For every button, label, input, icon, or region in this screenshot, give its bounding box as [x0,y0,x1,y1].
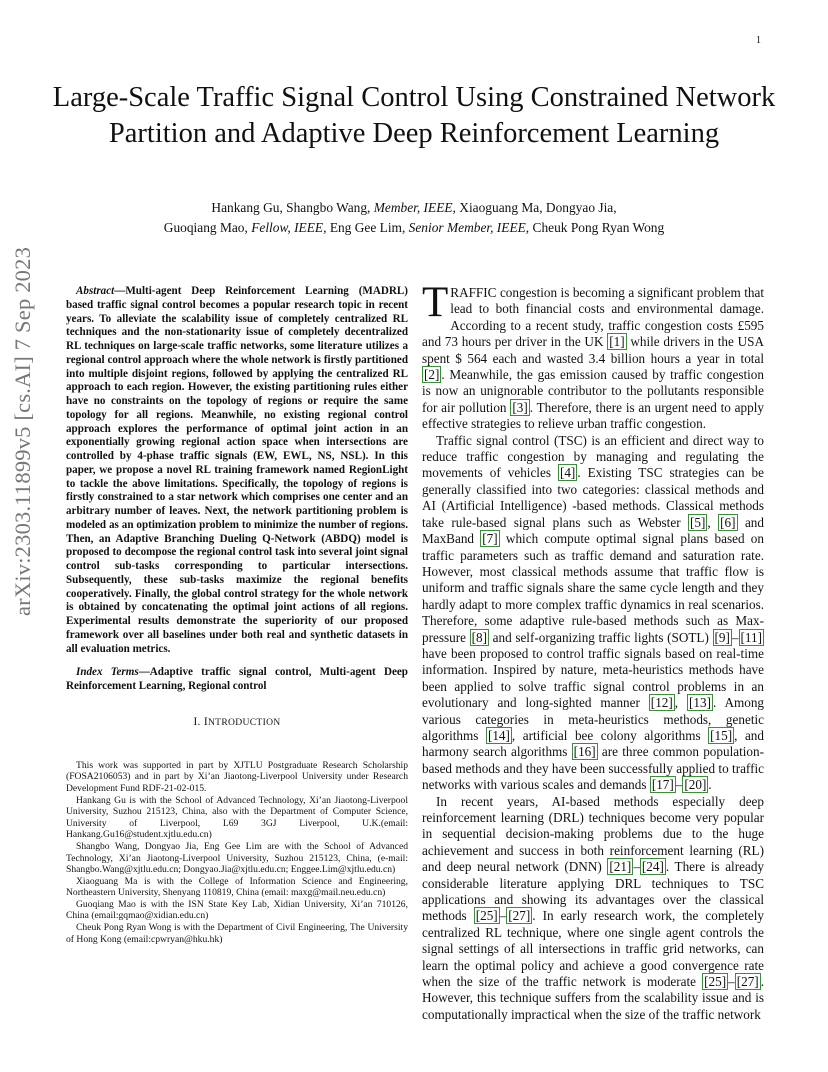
text-run: In recent years, AI-based methods especially deep reinforcement learning (DRL) techniques become very popular in sequential decision-making problems due to the huge achievement and success in both reinforcement learning (RL) and deep neural network (DNN) [422,793,764,875]
text-run: are three common population-based methods and they have been successfully applied to traffic networks with various scales and demands [422,744,764,793]
citation-link[interactable]: [11] [740,629,762,645]
text-run: . However, this technique suffers from the scalability issue and is computationally impractical when the size of the traffic network [422,974,764,1022]
text-run: . Existing TSC strategies can be generally classified into two categories: classical methods and AI (Artificial Intelligence) -based methods. Classical methods take rule-based signal plans such as Webster [422,465,764,530]
author-line-2 [40,218,788,238]
text-run: , and harmony search algorithms [422,727,764,760]
footnote: Hankang Gu is with the School of Advanced Technology, Xi’an Jiaotong-Liverpool University, Suzhou 215123, China, also with the Department of Computer Science, University of Liverpool, L69 3GJ Liverpool, U.K.(email: Hankang.Gu16@student.xjtlu.edu.cn) [66,794,408,841]
citation-link[interactable]: [20] [684,777,707,793]
text-run: . Meanwhile, the gas emission caused by traffic congestion is now an unignorable contributor to the pollutants responsible for air pollution [422,367,764,415]
footnote: Cheuk Pong Ryan Wong is with the Department of Civil Engineering, The University of Hong Kong (email:cpwryan@hku.hk) [66,922,408,945]
text-run: , [674,695,687,711]
text-run: , artificial bee colony algorithms [511,727,709,743]
citation-link[interactable]: [27] [508,908,531,924]
citation-link[interactable]: [27] [736,974,759,990]
text-run: . [708,777,712,793]
paper-title: Large-Scale Traffic Signal Control Using Constrained Network Partition and Adaptive Deep Reinforcement Learning [52,82,776,149]
citation-link[interactable]: [15] [710,727,733,743]
text-run: Traffic signal control (TSC) is an efficient and direct way to reduce traffic congestion by managing and regulating the movements of vehicles [422,432,764,481]
footnote: This work was supported in part by XJTLU Postgraduate Research Scholarship (FOSA2106053) and in part by Xi’an Jiaotong-Liverpool University under Research Development Fund RDF-21-02-015. [66,759,408,794]
abstract-text: —Multi-agent Deep Reinforcement Learning (MADRL) based traffic signal control becomes a popular research topic in recent years. To alleviate the scalability issue of completely centralized RL techniques and the non-stationarity issue of completely decentralized RL techniques on large-scale traffic networks, some literature utilizes a regional control approach where the whole network is firstly partitioned into multiple disjoint regions, followed by applying the centralized RL approach to each region. However, the existing partitioning rules either have no constraints on the topology of regions or require the same topology for all regions. Meanwhile, no existing regional control approach explores the performance of optimal joint action in an exponentially growing regional action space when intersections are controlled by 4-phase traffic signals (EW, EWL, NS, NSL). In this paper, we propose a novel RL training framework named RegionLight to tackle the above limitations. Specifically, the topology of regions is firstly constrained to a star network which comprises one center and an arbitrary number of leaves. Next, the network partitioning problem is modeled as an optimization problem to minimize the number of regions. Then, an Adaptive Branching Dueling Q-Network (ABDQ) model is proposed to decompose the regional control task into several joint signal control sub-tasks corresponding to particular intersections. Subsequently, these sub-tasks maximize the regional benefits cooperatively. Finally, the global control strategy for the whole network is obtained by concatenating the optimal joint actions of all regions. Experimental results demonstrate the superiority of our proposed framework over all baselines under both real and synthetic datasets in all evaluation metrics. [66,285,408,655]
author-line-1 [40,198,788,218]
citation-link[interactable]: [9] [714,629,730,645]
citation-link[interactable]: [6] [720,514,736,530]
citation-link[interactable]: [14] [487,727,510,743]
text-run: – [731,629,739,645]
citation-link[interactable]: [24] [641,859,664,875]
text-run: and MaxBand [422,514,764,547]
section-title-rest: NTRODUCTION [207,716,281,728]
author-role: Senior Member, IEEE, [408,220,530,235]
author-names: Guoqiang Mao, [163,220,248,235]
arxiv-identifier: arXiv:2303.11899v5 [cs.AI] 7 Sep 2023 [10,246,35,616]
citation-link[interactable]: [16] [573,744,596,760]
index-terms-text: —Adaptive traffic signal control, Multi-agent Deep Reinforcement Learning, Regional control [66,666,408,692]
index-terms [66,666,408,694]
section-numeral: I. [193,715,201,728]
citation-link[interactable]: [1] [609,334,625,350]
text-run: – [499,908,507,924]
footnotes [66,760,408,946]
intro-paragraph-2 [422,433,764,794]
text-run: , [707,514,719,530]
intro-paragraph-1-text [422,279,764,432]
footnote: Guoqiang Mao is with the ISN State Key Lab, Xidian University, Xi’an 710126, China (email:gqmao@xidian.edu.cn) [66,898,408,922]
abstract-label: Abstract [76,285,115,297]
text-run: . Therefore, there is an urgent need to apply effective strategies to relieve urban traffic congestion. [422,399,764,432]
citation-link[interactable]: [13] [688,695,711,711]
footnote: Shangbo Wang, Dongyao Jia, Eng Gee Lim are with the School of Advanced Technology, Xi’an Jiaotong-Liverpool University, Suzhou 215123, China, (e-mail: Shangbo.Wang@xjtlu.edu.cn; Dongyao.Jia@xjtlu.edu.cn; Enggee.Lim@xjtlu.edu.cn) [66,840,408,876]
text-run: – [728,974,735,990]
intro-paragraph-3 [422,794,764,1024]
drop-cap: T [422,279,449,326]
text-run: congestion is becoming a significant problem that lead to both financial costs and environmental damage. According to a recent study, traffic congestion costs £595 and 73 hours per driver in the UK [422,285,764,350]
text-run: which compute optimal signal plans based on traffic parameters such as traffic demand and saturation rate. However, most classical methods assume that traffic flow is uniform and traffic signals share the same cycle length and they hardly adapt to more complex traffic dynamics in real scenarios. Therefore, some adaptive rule-based methods such as Max-pressure [422,531,764,645]
citation-link[interactable]: [25] [704,974,727,990]
section-title-initial: I [203,715,208,728]
citation-link[interactable]: [12] [650,695,673,711]
footnote: Xiaoguang Ma is with the College of Information Science and Engineering, Northeastern University, Shenyang 110819, China (email: maxg@mail.neu.edu.cn) [66,875,408,899]
citation-link[interactable]: [2] [424,367,440,383]
citation-link[interactable]: [3] [512,399,528,415]
citation-link[interactable]: [4] [559,465,576,481]
citation-link[interactable]: [21] [609,859,632,875]
citation-link[interactable]: [5] [690,514,706,530]
citation-link[interactable]: [8] [471,629,487,645]
author-role: Member, IEEE, [373,200,456,215]
text-run: . There is already considerable literature applying DRL techniques to TSC applications and showing its advantages over the classical methods [422,859,765,924]
citation-link[interactable]: [25] [475,908,498,924]
abstract [66,285,408,656]
index-terms-label: Index Terms [76,666,139,679]
text-run: . Among various categories in meta-heuristics methods, genetic algorithms [422,695,765,743]
author-names: Cheuk Pong Ryan Wong [532,220,665,235]
text-run: – [633,859,640,875]
citation-link[interactable]: [17] [651,777,674,793]
text-run: . In early research work, the completely centralized RL technique, where one single agent controls the signal settings of all intersections in traffic grid networks, can learn the optimal policy and achieve a good convergence rate when the size of the traffic network is moderate [422,908,764,990]
text-run: and self-organizing traffic lights (SOTL) [488,629,713,645]
intro-lead-word: RAFFIC [450,285,497,300]
author-list [40,198,788,238]
author-names: Hankang Gu, Shangbo Wang, [211,200,371,215]
citation-link[interactable]: [7] [482,531,498,547]
intro-paragraph-1 [422,279,764,433]
text-run: have been proposed to control traffic signals based on real-time information. Inspired by nature, meta-heuristics methods have been applied to solve traffic signal control problems in an evolutionary and long-sighted manner [422,645,764,711]
left-column [66,285,408,945]
section-heading-introduction [66,716,408,728]
right-column [422,279,765,1023]
author-names: Xiaoguang Ma, Dongyao Jia, [459,200,617,215]
author-names: Eng Gee Lim, [329,220,406,235]
page-number: 1 [756,35,761,46]
author-role: Fellow, IEEE, [251,220,327,235]
text-run: while drivers in the USA spent $ 564 each and wasted 3.4 billion hours a year in total [422,334,764,366]
text-run: – [675,777,683,793]
